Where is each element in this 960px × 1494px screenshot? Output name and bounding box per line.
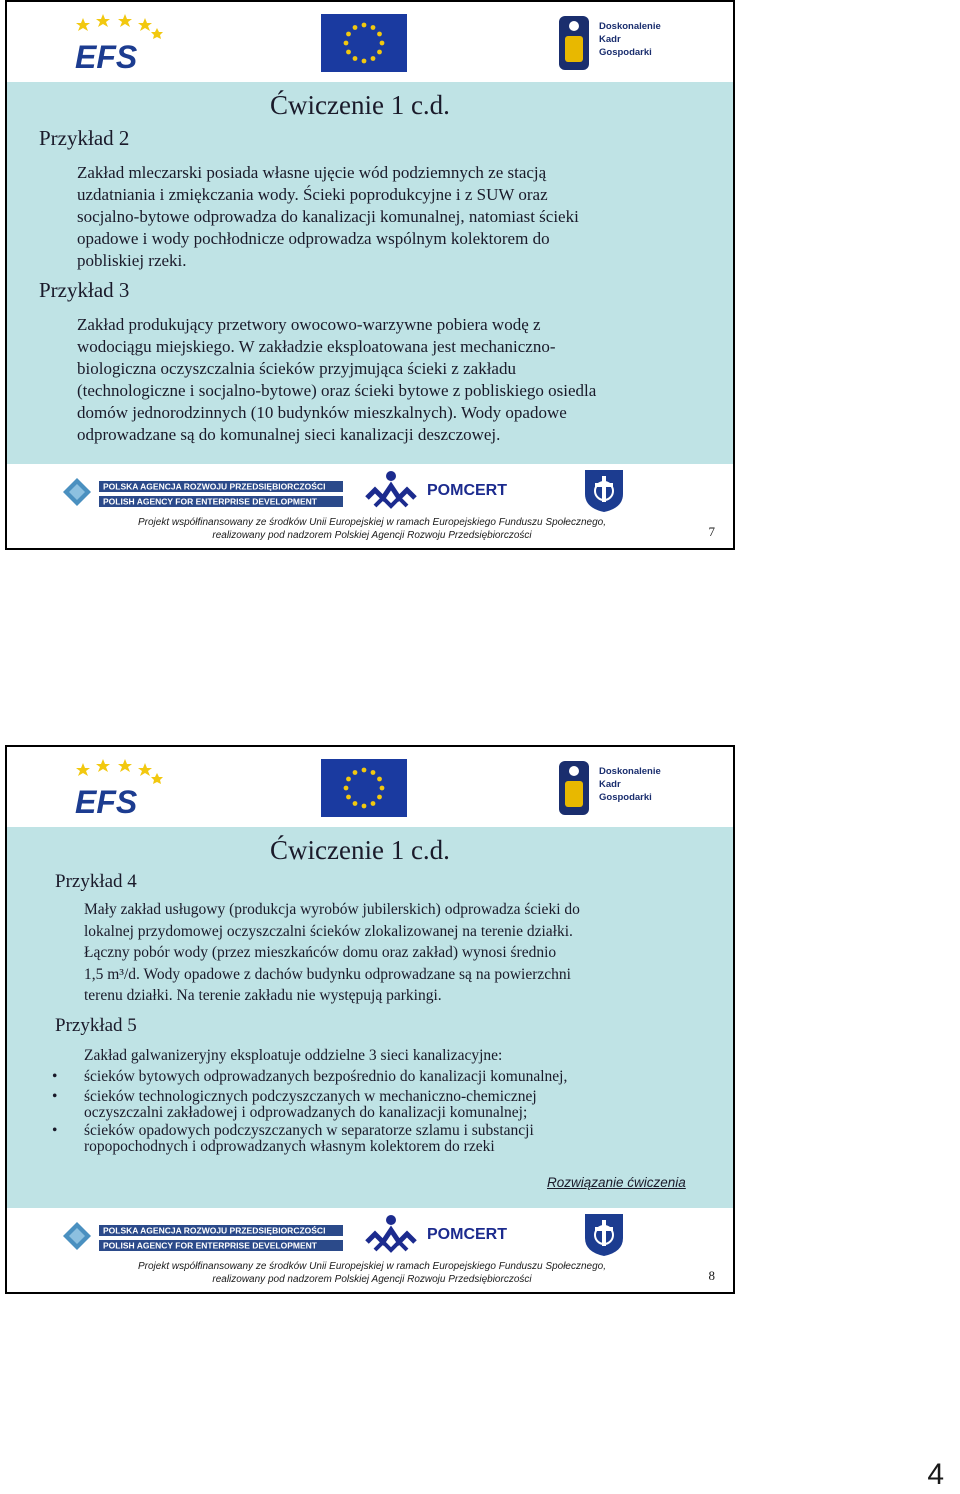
example-2-text: Zakład mleczarski posiada własne ujęcie wód podziemnych ze stacją uzdatniania i zmiękczania wody. Ścieki poprodukcyjne i z SUW oraz socjalno-bytowe odprowadza do kanalizacji komunalnej, natomiast ścieki opadowe i wody pochłodnicze odprowadza wspólnym kolektorem do pobliskiej rzeki. (77, 163, 579, 270)
solution-link[interactable]: Rozwiązanie ćwiczenia (547, 1175, 686, 1190)
slide-7 (5, 0, 735, 550)
dkg-emblem-icon (555, 12, 595, 74)
eu-flag-logo (321, 759, 407, 817)
pomcert-emblem-icon (365, 1212, 417, 1256)
svg-text:EFS: EFS (75, 784, 138, 819)
example-4-text: Mały zakład usługowy (produkcja wyrobów jubilerskich) odprowadza ścieki do lokalnej przydomowej oczyszczalni ścieków zlokalizowanej na terenie działki. Łączny pobór wody (przez mieszkańców domu oraz zakład) wynosi średnio 1,5 m³/d. Wody opadowe z dachów budynku odprowadzane są na powierzchni terenu działki. Na terenie zakładu nie występują parkingi. (84, 901, 580, 1004)
parp-logo (59, 474, 349, 514)
dkg-logo: Doskonalenie Kadr Gospodarki (555, 757, 705, 819)
list-item: • ścieków opadowych podczyszczanych w separatorze szlamu i substancji ropopochodnych i odprowadzanych własnym kolektorem do rzeki (52, 1122, 534, 1155)
example-heading: Przykład 4 (55, 871, 137, 892)
gdansk-university-logo (579, 466, 629, 514)
slide-body (7, 82, 733, 464)
gdansk-university-logo (579, 1210, 629, 1258)
eu-flag-logo (321, 14, 407, 72)
funding-note: Projekt współfinansowany ze środków Unii Europejskiej w ramach Europejskiego Funduszu Społecznego, realizowany pod nadzorem Polskiej Agencji Rozwoju Przedsiębiorczości (137, 1261, 607, 1285)
parp-logo (59, 1218, 349, 1258)
page-number: 8 (708, 1268, 715, 1283)
slide-title: Ćwiczenie 1 c.d. (270, 835, 450, 865)
slide-8 (5, 745, 735, 1294)
svg-text:EFS: EFS (75, 39, 138, 74)
svg-text:POLISH AGENCY FOR ENTERPRISE D: POLISH AGENCY FOR ENTERPRISE DEVELOPMENT (103, 496, 317, 507)
dkg-emblem-icon (555, 757, 595, 819)
example-5-intro: Zakład galwanizeryjny eksploatuje oddzielne 3 sieci kanalizacyjne: (84, 1047, 503, 1064)
slide-title: Ćwiczenie 1 c.d. (270, 90, 450, 120)
document-page-number: 4 (927, 1458, 944, 1491)
example-heading: Przykład 2 (39, 126, 130, 150)
pomcert-logo: POMCERT (427, 1226, 507, 1243)
dkg-logo: Doskonalenie Kadr Gospodarki (555, 12, 705, 74)
svg-text:POLISH AGENCY FOR ENTERPRISE D: POLISH AGENCY FOR ENTERPRISE DEVELOPMENT (103, 1240, 317, 1251)
efs-logo (69, 12, 169, 74)
slide-header (7, 747, 733, 827)
slide-header (7, 2, 733, 82)
list-item: • ścieków bytowych odprowadzanych bezpośrednio do kanalizacji komunalnej, (52, 1068, 568, 1085)
svg-text:POLSKA AGENCJA ROZWOJU PRZEDSI: POLSKA AGENCJA ROZWOJU PRZEDSIĘBIORCZOŚCI (103, 1225, 326, 1236)
example-heading: Przykład 5 (55, 1015, 137, 1036)
efs-logo (69, 757, 169, 819)
funding-note: Projekt współfinansowany ze środków Unii Europejskiej w ramach Europejskiego Funduszu Społecznego, realizowany pod nadzorem Polskiej Agencji Rozwoju Przedsiębiorczości (137, 517, 607, 541)
page-number: 7 (708, 524, 715, 539)
slide-footer (7, 1208, 733, 1292)
svg-text:POLSKA AGENCJA ROZWOJU PRZEDSI: POLSKA AGENCJA ROZWOJU PRZEDSIĘBIORCZOŚCI (103, 481, 326, 492)
pomcert-emblem-icon (365, 468, 417, 512)
slide-footer (7, 464, 733, 548)
example-3-text: Zakład produkujący przetwory owocowo-warzywne pobiera wodę z wodociągu miejskiego. W zakładzie eksploatowana jest mechaniczno- biologiczna oczyszczalnia ścieków przyjmująca ścieki z zakładu (technologiczne i socjalno-bytowe) oraz ścieki bytowe z pobliskiego osiedla domów jednorodzinnych (10 budynków mieszkalnych). Wody opadowe odprowadzane są do komunalnej sieci kanalizacji deszczowej. (77, 315, 597, 444)
example-heading: Przykład 3 (39, 278, 130, 302)
list-item: • ścieków technologicznych podczyszczanych w mechaniczno-chemicznej oczyszczalni zakładowej i odprowadzanych do kanalizacji komunalnej; (52, 1088, 537, 1121)
pomcert-logo: POMCERT (427, 482, 507, 499)
slide-body (7, 827, 733, 1208)
